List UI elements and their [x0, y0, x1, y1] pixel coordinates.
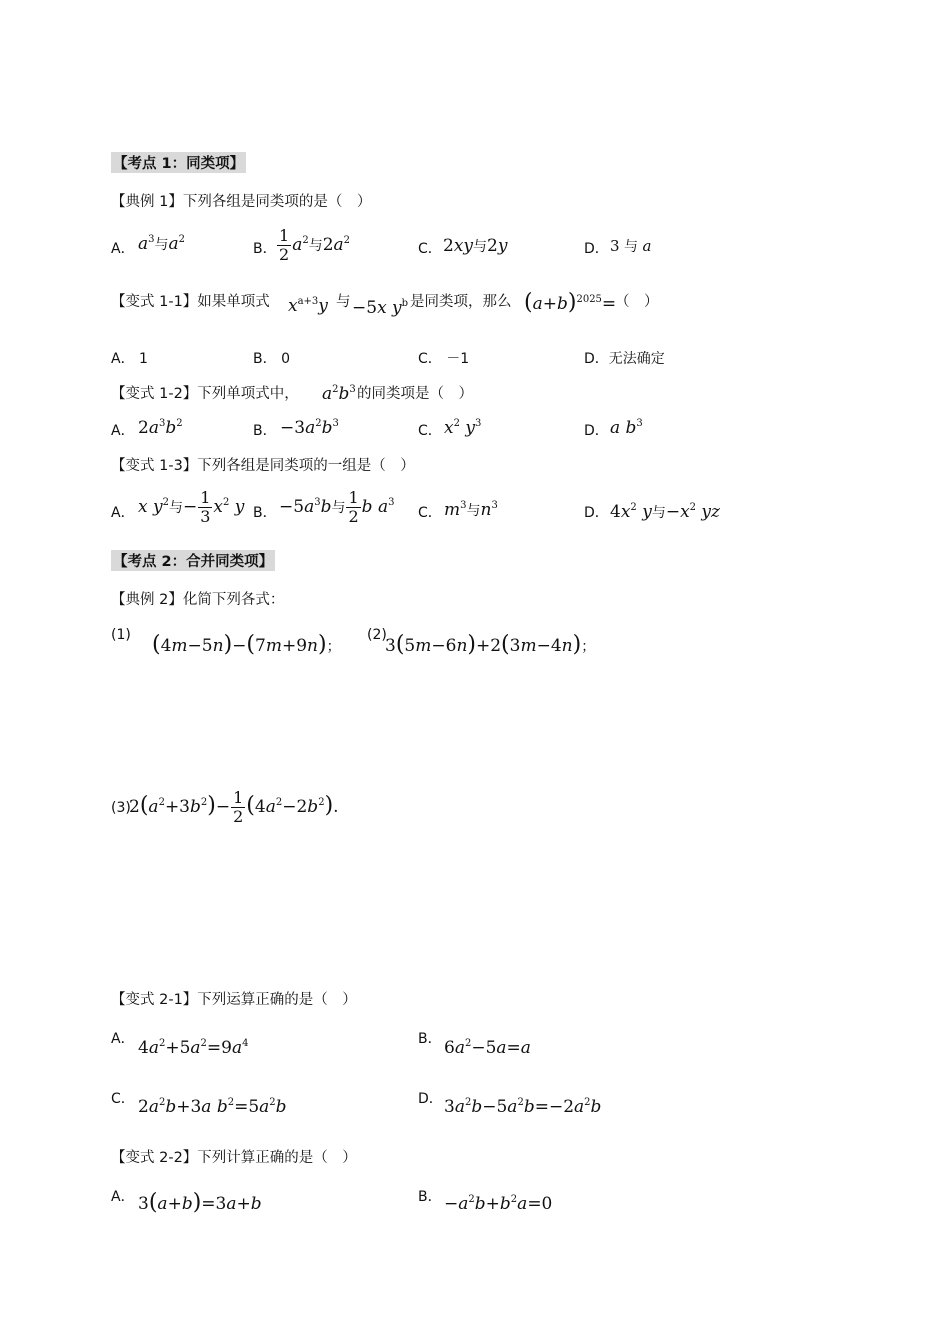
option-letter-b: B．	[418, 1189, 442, 1205]
subquestion-3-expr: $2(a^2+3b^2)-$ $\frac{1}{2}$ $(4a^2-2b^2)$.	[129, 788, 339, 826]
example-2-stem	[111, 588, 284, 609]
option-d-expr: $4x^2$ y与$-x^2$ yz	[610, 502, 720, 522]
option-letter-a: A．	[111, 1031, 135, 1047]
option-c-expr: $x^2$ $y^3$	[444, 418, 482, 438]
option-a-expr: $2a^3b^2$	[138, 418, 183, 438]
option-letter-a: A．	[111, 241, 135, 257]
question-text: 下列各组是同类项的是（ ）	[182, 194, 372, 210]
option-letter-a: A．	[111, 1189, 135, 1205]
subquestion-1-number: (1)	[111, 627, 131, 643]
example-1-stem	[111, 190, 371, 211]
example-label: 【典例 1】	[111, 194, 183, 210]
option-letter-d: D．	[584, 423, 609, 439]
variant-label: 【变式 2-2】	[111, 1150, 198, 1166]
option-d-expr: 3 与 a	[610, 237, 652, 255]
option-a: A． 1	[111, 351, 148, 367]
option-letter-a: A．	[111, 505, 135, 521]
option-letter-b: B．	[253, 423, 277, 439]
section-header-1: 【考点 1：同类项】	[111, 152, 246, 173]
option-letter-c: C．	[111, 1091, 135, 1107]
subquestion-2-expr: 3(5m−6n)+2(3m−4n)；	[385, 632, 596, 657]
option-d-expr: a $b^3$	[610, 418, 643, 438]
monomial: $a^2b^3$	[322, 384, 356, 404]
variant-label: 【变式 1-1】	[111, 294, 198, 310]
option-letter-b: B．	[418, 1031, 442, 1047]
option-b-expr: $-a^2b+b^2a=0$	[444, 1194, 553, 1214]
option-c-expr: $2a^2b+3a$ $b^2=5a^2b$	[138, 1097, 287, 1117]
question-text: 下列运算正确的是（ ）	[197, 992, 357, 1008]
option-c-expr: 2xy与2y	[443, 236, 508, 256]
monomial-2: −5x $y^b$	[352, 298, 409, 318]
option-letter-c: C．	[418, 505, 442, 521]
variant-1-2-stem	[111, 382, 299, 403]
variant-label: 【变式 2-1】	[111, 992, 198, 1008]
option-c-expr: $m^3$与$n^3$	[444, 500, 498, 520]
option-letter-c: C．	[418, 241, 442, 257]
option-a-expr: 3(a+b)=3a+b	[138, 1190, 262, 1215]
monomial-1: $x^{a+3}y$	[288, 296, 328, 316]
option-b-expr: $\frac{1}{2}$ $a^2$与$2a^2$	[279, 226, 351, 264]
option-a-expr: $a^3$与$a^2$	[138, 234, 186, 254]
option-letter-a: A．	[111, 423, 135, 439]
variant-2-1-stem	[111, 988, 357, 1009]
option-letter-d: D．	[584, 241, 609, 257]
option-letter-c: C．	[418, 423, 442, 439]
question-text: 下列单项式中，	[197, 386, 299, 402]
question-text: 如果单项式	[197, 294, 270, 310]
option-b: B． 0	[253, 351, 290, 367]
option-a-expr: x $y^2$与− $\frac{1}{3}$ $x^2$ y	[138, 488, 245, 526]
power-expression: $(a+b)^{2025}=$	[524, 290, 617, 315]
variant-label: 【变式 1-3】	[111, 458, 198, 474]
question-text: 化简下列各式：	[182, 592, 285, 608]
option-c: C． －1	[418, 351, 470, 367]
option-d-expr: $3a^2b-5a^2b=-2a^2b$	[444, 1097, 602, 1117]
option-a-expr: $4a^2+5a^2=9a^4$	[138, 1038, 249, 1058]
subquestion-3-number: (3)	[111, 800, 131, 816]
option-letter-b: B．	[253, 505, 277, 521]
option-d: D．无法确定	[584, 351, 665, 367]
option-letter-b: B．	[253, 241, 277, 257]
question-text-yu: 与	[336, 294, 351, 310]
question-text: 的同类项是（ ）	[357, 386, 473, 402]
variant-1-3-stem	[111, 454, 415, 475]
option-b-expr: $-5a^3b$与 $\frac{1}{2}$ b $a^3$	[279, 488, 395, 526]
variant-2-2-stem	[111, 1146, 357, 1167]
option-b-expr: $-3a^2b^3$	[280, 418, 339, 438]
option-b-expr: $6a^2-5a=a$	[444, 1038, 531, 1058]
example-label: 【典例 2】	[111, 592, 183, 608]
section-header-2: 【考点 2：合并同类项】	[111, 550, 275, 571]
question-text: 下列计算正确的是（ ）	[197, 1150, 357, 1166]
option-letter-d: D．	[584, 505, 609, 521]
option-letter-d: D．	[418, 1091, 443, 1107]
variant-1-1-label-stem	[111, 290, 270, 311]
question-text-then: 是同类项，那么	[410, 294, 512, 310]
variant-label: 【变式 1-2】	[111, 386, 198, 402]
subquestion-2-number: (2)	[367, 627, 387, 643]
question-text: 下列各组是同类项的一组是（ ）	[197, 458, 415, 474]
subquestion-1-expr: (4m−5n)−(7m+9n)；	[152, 632, 341, 657]
question-paren: （ ）	[615, 294, 659, 310]
